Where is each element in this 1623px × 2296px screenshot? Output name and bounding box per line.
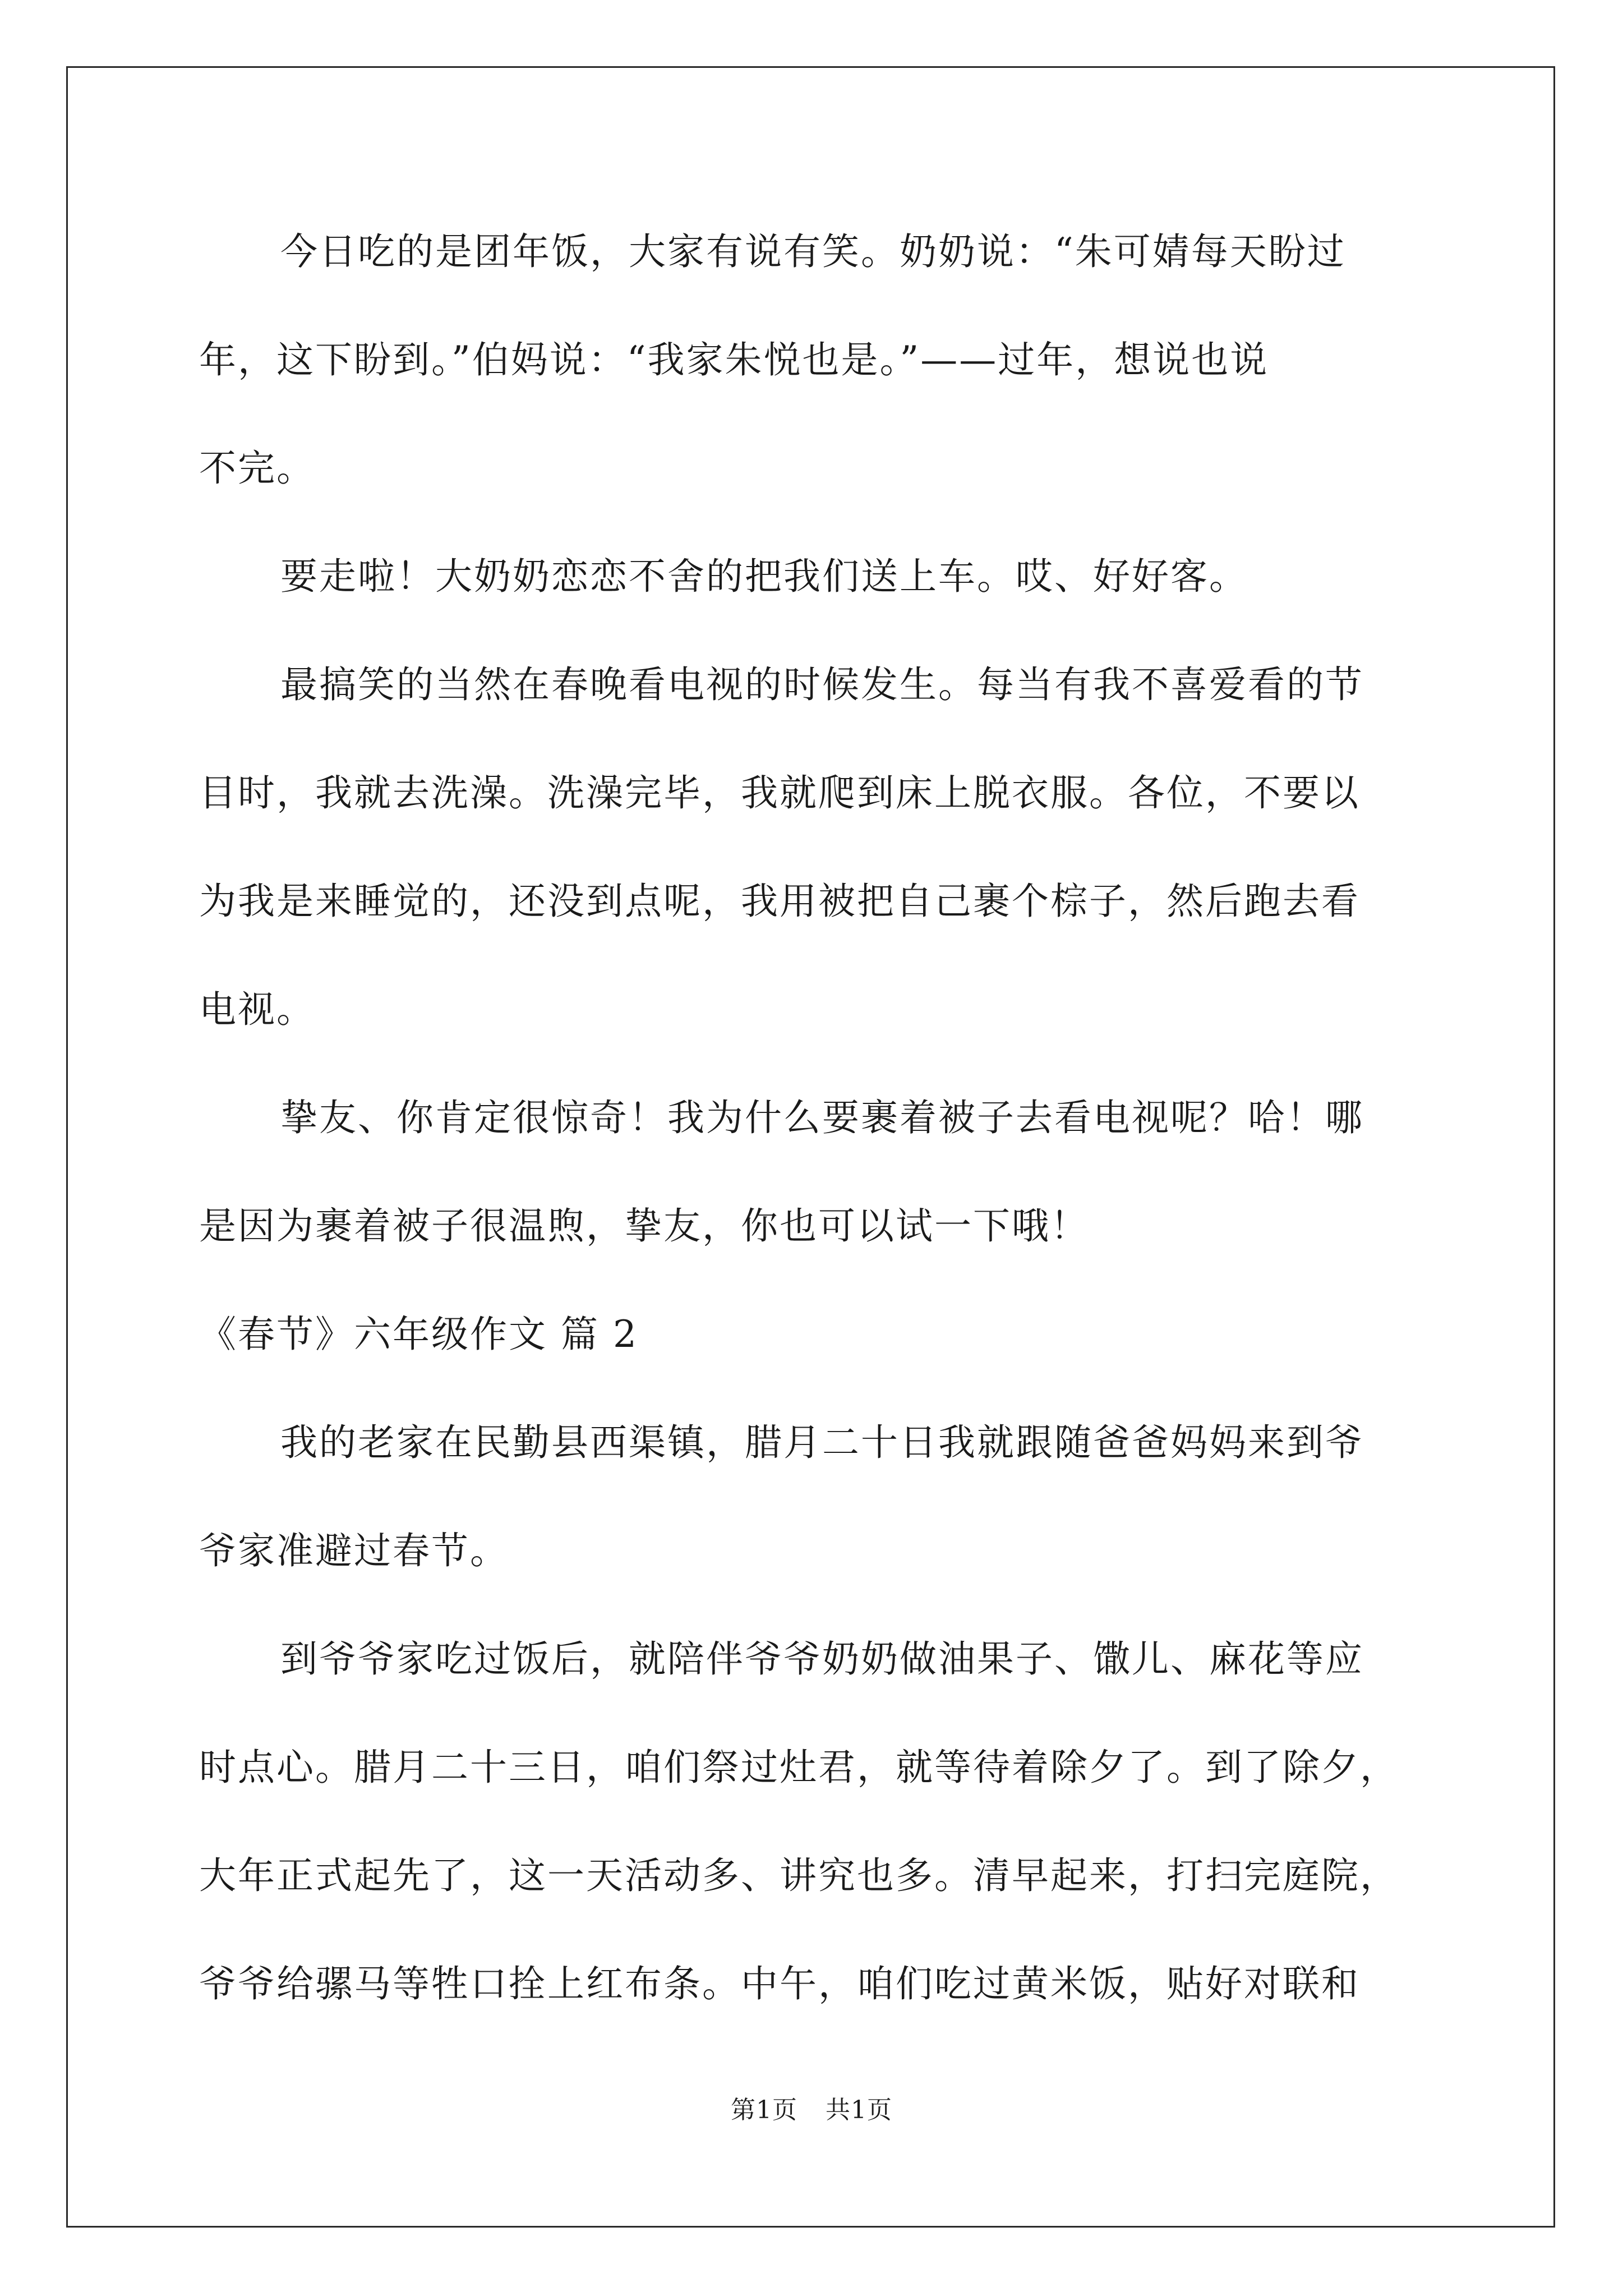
text-line: 今日吃的是团年饭，大家有说有笑。奶奶说：“朱可婧每天盼过	[280, 230, 1346, 273]
page-footer	[0, 2090, 1623, 2125]
text-line: 不完。	[199, 447, 315, 490]
text-line: 到爷爷家吃过饭后，就陪伴爷爷奶奶做油果子、馓儿、麻花等应	[280, 1637, 1364, 1681]
text-line: 为我是来睡觉的，还没到点呢，我用被把自己裹个棕子，然后跑去看	[199, 880, 1360, 923]
text-line: 时点心。腊月二十三日，咱们祭过灶君，就等待着除夕了。到了除夕，	[199, 1746, 1399, 1789]
text-line: 我的老家在民勤县西渠镇，腊月二十日我就跟随爸爸妈妈来到爷	[280, 1421, 1364, 1464]
text-line: 年，这下盼到。”伯妈说：“我家朱悦也是。”——过年，想说也说	[199, 338, 1269, 381]
text-line: 要走啦！大奶奶恋恋不舍的把我们送上车。哎、好好客。	[280, 555, 1248, 598]
text-line: 目时，我就去洗澡。洗澡完毕，我就爬到床上脱衣服。各位，不要以	[199, 771, 1360, 815]
text-line: 爷爷给骡马等牲口拴上红布条。中午，咱们吃过黄米饭，贴好对联和	[199, 1962, 1360, 2005]
page-total: 共1页	[826, 2096, 892, 2124]
section-heading: 《春节》六年级作文 篇 2	[199, 1313, 638, 1356]
document-body	[199, 197, 1438, 2038]
text-line: 电视。	[199, 988, 315, 1031]
text-line: 是因为裹着被子很温煦，挚友，你也可以试一下哦！	[199, 1204, 1089, 1248]
page-number: 第1页	[731, 2096, 797, 2124]
text-line: 爷家准避过春节。	[199, 1529, 509, 1572]
text-line: 最搞笑的当然在春晚看电视的时候发生。每当有我不喜爱看的节	[280, 663, 1364, 706]
text-line: 挚友、你肯定很惊奇！我为什么要裹着被子去看电视呢？哈！哪	[280, 1096, 1364, 1139]
text-line: 大年正式起先了，这一天活动多、讲究也多。清早起来，打扫完庭院，	[199, 1854, 1399, 1897]
